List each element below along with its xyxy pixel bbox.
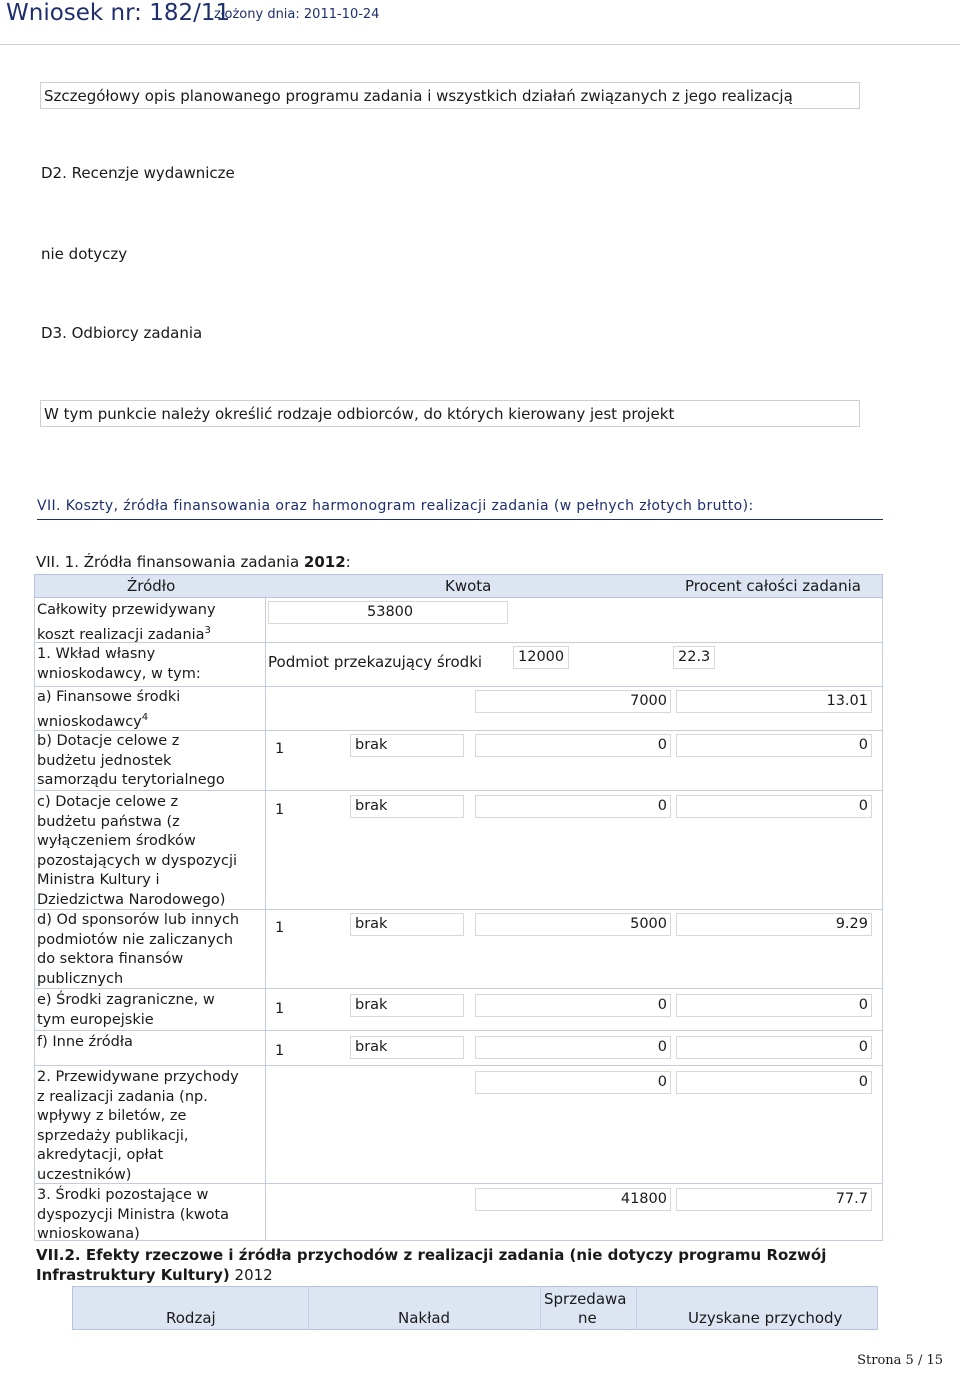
table-column-divider xyxy=(265,598,266,1240)
sponsors-label: d) Od sponsorów lub innych podmiotów nie zaliczanych do sektora finansów publicznych xyxy=(37,912,240,987)
column-header-percent: Procent całości zadania xyxy=(685,577,861,595)
foreign-funds-label: e) Środki zagraniczne, w tym europejskie xyxy=(37,992,215,1028)
source-percent-field[interactable]: 9.29 xyxy=(676,913,872,936)
column-divider xyxy=(636,1286,637,1330)
source-amount-field[interactable]: 0 xyxy=(475,795,671,818)
financial-means-amount-field[interactable]: 7000 xyxy=(475,690,671,713)
state-budget-grants-label: c) Dotacje celowe z budżetu państwa (z wyłączeniem środków pozostających w dyspozycji Ministra Kultury i Dziedzictwa Narodowego) xyxy=(37,794,238,908)
section-7-2-title-line2: Infrastruktury Kultury) 2012 xyxy=(36,1266,273,1284)
program-description-field[interactable]: Szczegółowy opis planowanego programu zadania i wszystkich działań związanych z jego realizacją xyxy=(40,82,860,109)
application-title: Wniosek nr: 182/11 xyxy=(6,0,231,26)
d2-value: nie dotyczy xyxy=(41,245,128,263)
transferring-entity-label: Podmiot przekazujący środki xyxy=(268,653,483,671)
column-header-type: Rodzaj xyxy=(166,1309,216,1327)
recipients-description-field[interactable]: W tym punkcie należy określić rodzaje odbiorców, do których kierowany jest projekt xyxy=(40,400,860,427)
row-count: 1 xyxy=(275,1001,285,1017)
source-amount-field[interactable]: 0 xyxy=(475,1036,671,1059)
source-percent-field[interactable]: 0 xyxy=(676,795,872,818)
row-divider xyxy=(34,1065,883,1066)
row-count: 1 xyxy=(275,920,285,936)
income-amount-field[interactable]: 0 xyxy=(475,1071,671,1094)
ministry-amount-field[interactable]: 41800 xyxy=(475,1188,671,1211)
column-divider xyxy=(308,1286,309,1330)
table-right-border xyxy=(882,598,883,1240)
source-amount-field[interactable]: 5000 xyxy=(475,913,671,936)
financial-means-percent-field[interactable]: 13.01 xyxy=(676,690,872,713)
application-date: złożony dnia: 2011-10-24 xyxy=(214,7,380,22)
section-7-1-year: 2012 xyxy=(303,553,346,571)
column-header-income: Uzyskane przychody xyxy=(688,1309,843,1327)
expected-income-label: 2. Przewidywane przychody z realizacji zadania (np. wpływy z biletów, ze sprzedaży publikacji, akredytacji, opłat uczestników) xyxy=(37,1069,239,1183)
row-divider xyxy=(34,1030,883,1031)
financial-means-label: a) Finansowe środki wnioskodawcy$^4$ xyxy=(37,689,181,730)
section-7-1-title: VII. 1. Źródła finansowania zadania 2012: xyxy=(36,553,351,571)
column-header-amount: Kwota xyxy=(445,577,492,595)
total-cost-field[interactable]: 53800 xyxy=(268,601,508,624)
section-7-2-title: VII.2. Efekty rzeczowe i źródła przychodów z realizacji zadania (nie dotyczy programu Rozwój xyxy=(36,1246,827,1264)
own-percent-field[interactable]: 22.3 xyxy=(673,646,715,669)
source-name-field[interactable]: brak xyxy=(350,734,464,757)
source-amount-field[interactable]: 0 xyxy=(475,734,671,757)
row-count: 1 xyxy=(275,802,285,818)
ministry-funds-label: 3. Środki pozostające w dyspozycji Ministra (kwota wnioskowana) xyxy=(37,1187,230,1242)
table-left-border xyxy=(34,598,35,1240)
section-7-2-year: 2012 xyxy=(234,1266,273,1284)
income-percent-field[interactable]: 0 xyxy=(676,1071,872,1094)
ministry-percent-field[interactable]: 77.7 xyxy=(676,1188,872,1211)
column-header-sold-line2: ne xyxy=(578,1309,597,1327)
total-cost-label: Całkowity przewidywany koszt realizacji zadania$^3$ xyxy=(37,602,216,643)
other-sources-label: f) Inne źródła xyxy=(37,1034,133,1050)
source-percent-field[interactable]: 0 xyxy=(676,1036,872,1059)
source-percent-field[interactable]: 0 xyxy=(676,994,872,1017)
column-header-expenditure: Nakład xyxy=(398,1309,451,1327)
column-header-source: Źródło xyxy=(127,577,176,595)
d2-heading: D2. Recenzje wydawnicze xyxy=(41,164,235,182)
d3-heading: D3. Odbiorcy zadania xyxy=(41,324,203,342)
section-7-link[interactable]: VII. Koszty, źródła finansowania oraz harmonogram realizacji zadania (w pełnych złotych brutto): xyxy=(37,498,883,520)
source-name-field[interactable]: brak xyxy=(350,913,464,936)
column-divider xyxy=(540,1286,541,1330)
source-name-field[interactable]: brak xyxy=(350,795,464,818)
column-header-sold: Sprzedawa xyxy=(544,1290,627,1308)
source-amount-field[interactable]: 0 xyxy=(475,994,671,1017)
row-count: 1 xyxy=(275,741,285,757)
own-contribution-label: 1. Wkład własny wnioskodawcy, w tym: xyxy=(37,646,201,682)
source-name-field[interactable]: brak xyxy=(350,1036,464,1059)
own-amount-field[interactable]: 12000 xyxy=(513,646,569,669)
source-percent-field[interactable]: 0 xyxy=(676,734,872,757)
page-number: Strona 5 / 15 xyxy=(857,1353,943,1368)
row-count: 1 xyxy=(275,1043,285,1059)
source-name-field[interactable]: brak xyxy=(350,994,464,1017)
local-government-grants-label: b) Dotacje celowe z budżetu jednostek samorządu terytorialnego xyxy=(37,733,225,788)
row-divider xyxy=(34,686,883,687)
